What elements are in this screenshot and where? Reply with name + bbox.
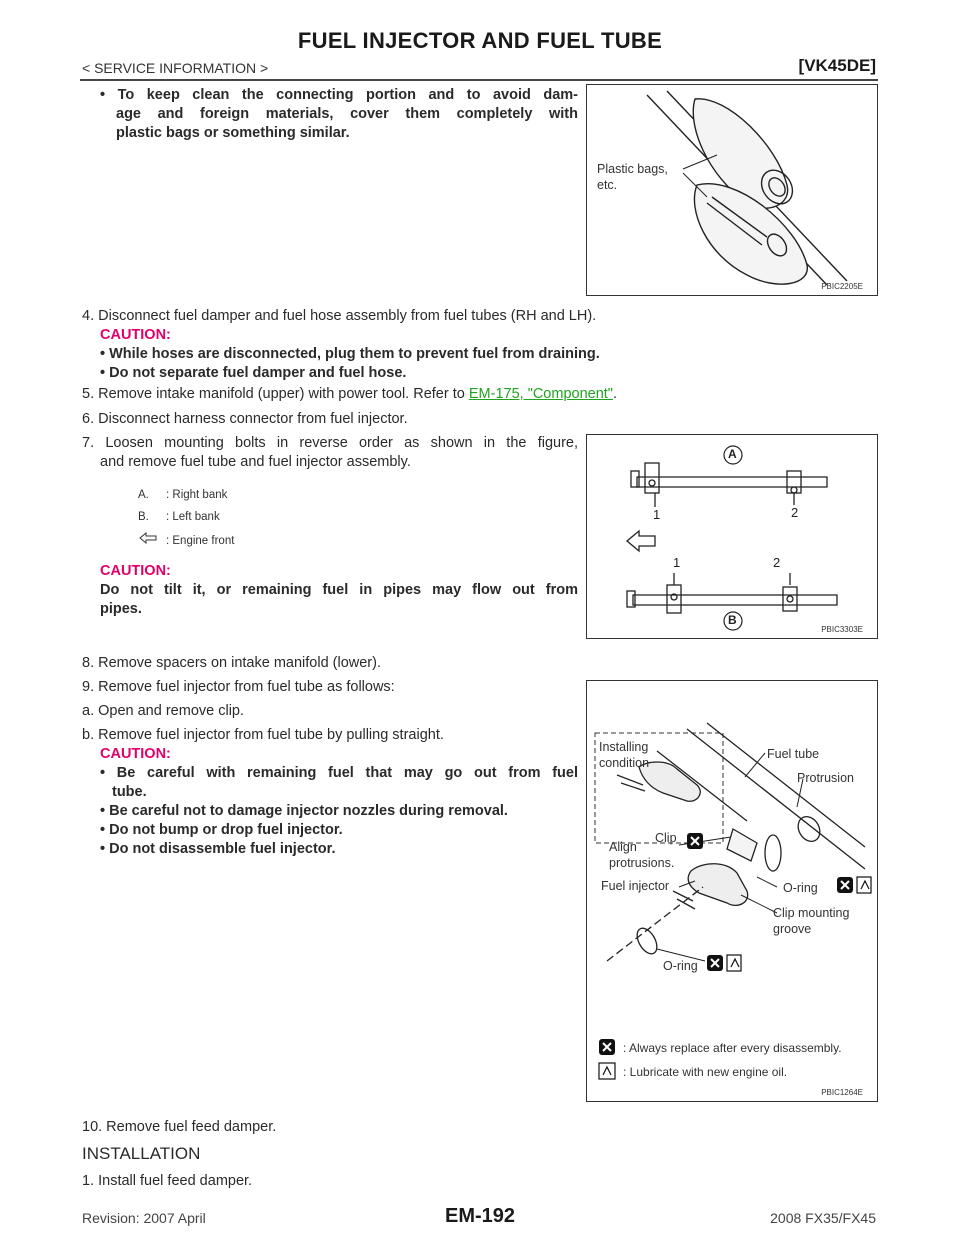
- page-number: EM-192: [444, 1205, 516, 1227]
- label-a: A: [728, 447, 737, 461]
- caution-item: While hoses are disconnected, plug them to prevent fuel from draining.: [109, 346, 600, 362]
- step-7-caution: [100, 562, 578, 619]
- caution-text: Do not tilt it, or remaining fuel in pipes may flow out from: [100, 582, 578, 598]
- legend-value: : Engine front: [166, 535, 235, 547]
- label-line: Clip mounting: [773, 906, 850, 920]
- caution-label: CAUTION:: [100, 563, 171, 579]
- clip-label: Clip: [655, 831, 677, 845]
- revision: Revision: 2007 April: [82, 1210, 206, 1226]
- figure-bolt-order: [586, 434, 878, 639]
- installing-label: [599, 739, 649, 771]
- legend-key: B.: [138, 511, 149, 523]
- legend-value: : Right bank: [166, 489, 228, 501]
- label-line: Align: [609, 840, 637, 854]
- engine-code: [VK45DE]: [798, 56, 876, 75]
- step-10: 10. Remove fuel feed damper.: [82, 1119, 277, 1135]
- step-5: [82, 385, 882, 404]
- page-title: FUEL INJECTOR AND FUEL TUBE: [297, 28, 663, 53]
- caution-label: CAUTION:: [100, 327, 171, 343]
- step-text: 7. Loosen mounting bolts in reverse order as shown in the figure,: [82, 435, 578, 451]
- oring-label: O-ring: [783, 881, 818, 895]
- figure-label: [597, 161, 668, 193]
- note-line: plastic bags or something similar.: [116, 125, 350, 141]
- step-4: 4. Disconnect fuel damper and fuel hose assembly from fuel tubes (RH and LH). CAUTION: • While hoses are disconnected, plug them to prevent fuel from draining. • Do not separate fuel damper and fuel hose.: [82, 307, 882, 383]
- step-6: 6. Disconnect harness connector from fuel injector.: [82, 411, 408, 427]
- caution-item: Be careful not to damage injector nozzles during removal.: [109, 803, 508, 819]
- align-label: [609, 839, 674, 871]
- figure-code: PBIC3303E: [821, 625, 863, 634]
- caution-item: Do not separate fuel damper and fuel hose.: [109, 365, 407, 381]
- legend-key: A.: [138, 489, 149, 501]
- note-line: age and foreign materials, cover them completely with: [116, 106, 578, 122]
- component-link[interactable]: EM-175, "Component": [468, 386, 613, 402]
- figure-code: PBIC1264E: [821, 1088, 863, 1097]
- step-text: and remove fuel tube and fuel injector assembly.: [100, 454, 411, 470]
- bullet: •: [100, 87, 106, 103]
- caution-text: pipes.: [100, 601, 142, 617]
- protrusion-label: Protrusion: [797, 771, 854, 785]
- caution-label: CAUTION:: [100, 746, 171, 762]
- bolt-number: 2: [791, 505, 799, 520]
- label-line: condition: [599, 756, 650, 770]
- label-b: B: [728, 613, 737, 627]
- fuel-tube-illustration: [587, 435, 877, 638]
- figure-plastic-bags: [586, 84, 878, 296]
- step-end: .: [612, 386, 617, 402]
- legend: [138, 488, 234, 554]
- fuel-injector-label: Fuel injector: [601, 879, 670, 893]
- header-rule: [80, 79, 878, 81]
- breadcrumb: < SERVICE INFORMATION >: [82, 60, 269, 76]
- arrow-left-icon: [138, 532, 166, 549]
- step-9a: a. Open and remove clip.: [82, 703, 245, 719]
- legend-replace: : Always replace after every disassembly.: [623, 1041, 842, 1055]
- figure-injector-removal: [586, 680, 878, 1102]
- step-text: 5. Remove intake manifold (upper) with power tool. Refer to: [82, 386, 469, 402]
- step-8: 8. Remove spacers on intake manifold (lower).: [82, 655, 381, 671]
- label-line: Plastic bags,: [597, 162, 668, 176]
- step-text: b. Remove fuel injector from fuel tube by pulling straight.: [82, 727, 444, 743]
- bolt-number: 1: [673, 555, 681, 570]
- label-line: protrusions.: [609, 856, 675, 870]
- legend-value: : Left bank: [166, 511, 220, 523]
- caution-item: Do not bump or drop fuel injector.: [109, 822, 343, 838]
- note-line: To keep clean the connecting portion and to avoid dam-: [117, 87, 578, 103]
- caution-item: Do not disassemble fuel injector.: [109, 841, 336, 857]
- caution-item: tube.: [112, 784, 147, 800]
- step-text: 4. Disconnect fuel damper and fuel hose assembly from fuel tubes (RH and LH).: [82, 308, 597, 324]
- caution-item: Be careful with remaining fuel that may go out from fuel: [116, 765, 578, 781]
- clip-mounting-label: [773, 905, 849, 937]
- figure-code: PBIC2205E: [821, 282, 863, 291]
- label-line: etc.: [597, 178, 618, 192]
- bolt-number: 1: [653, 507, 661, 522]
- section-heading: INSTALLATION: [82, 1144, 201, 1163]
- label-line: groove: [773, 922, 812, 936]
- model: 2008 FX35/FX45: [770, 1210, 876, 1226]
- oring-label: O-ring: [663, 959, 698, 973]
- step-7: [82, 434, 578, 472]
- step-9b: b. Remove fuel injector from fuel tube by pulling straight. CAUTION: • Be careful with remaining fuel that may go out from fuel tube. • Be careful not to damage injector nozzles during removal. • Do not bump or drop fuel injector. • Do not disassemble fuel injector.: [82, 727, 578, 857]
- fuel-tube-label: Fuel tube: [767, 747, 820, 761]
- step-9: 9. Remove fuel injector from fuel tube as follows:: [82, 679, 395, 695]
- label-line: Installing: [599, 740, 649, 754]
- bolt-number: 2: [773, 555, 781, 570]
- install-step-1: 1. Install fuel feed damper.: [82, 1173, 253, 1189]
- top-note: [100, 86, 578, 143]
- legend-lubricate: : Lubricate with new engine oil.: [623, 1065, 788, 1079]
